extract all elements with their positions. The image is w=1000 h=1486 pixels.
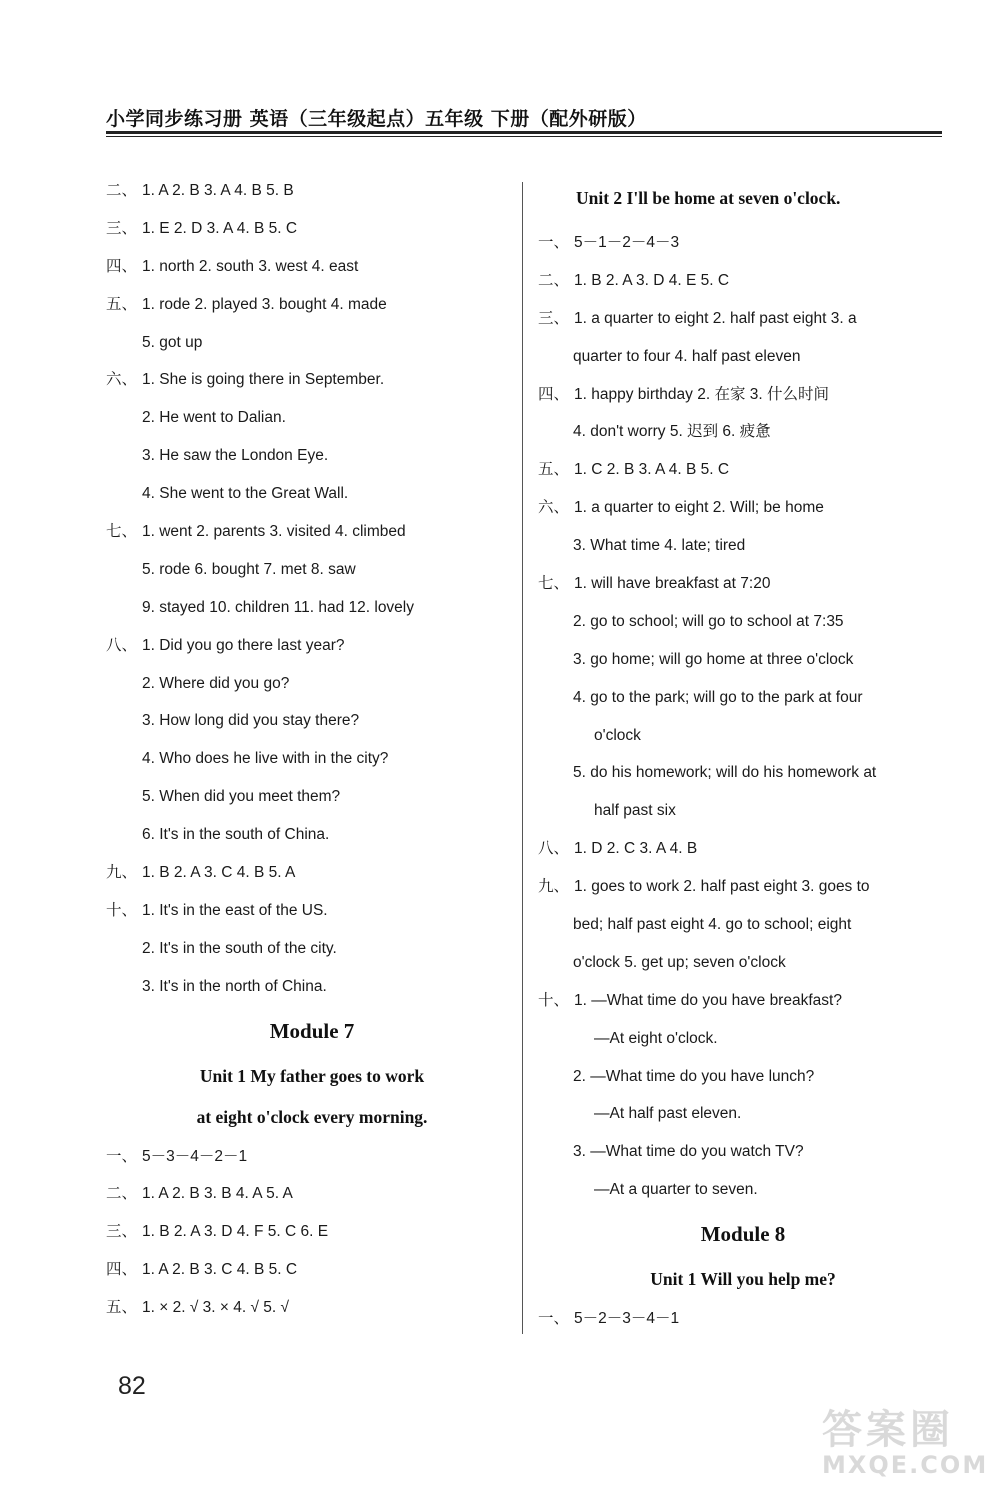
answer-text: 4. She went to the Great Wall. bbox=[142, 485, 349, 503]
answer-line bbox=[538, 565, 948, 603]
section-number: 七、 bbox=[106, 523, 138, 541]
section-number: 八、 bbox=[106, 636, 138, 654]
answer-text: 1. went 2. parents 3. visited 4. climbed bbox=[142, 523, 406, 541]
answer-text: 2. He went to Dalian. bbox=[142, 409, 286, 427]
answer-text: —At a quarter to seven. bbox=[594, 1181, 758, 1199]
answer-line bbox=[106, 551, 518, 589]
section-number: 一、 bbox=[538, 1310, 570, 1328]
answer-line bbox=[106, 1289, 518, 1327]
section-number: 九、 bbox=[106, 864, 138, 882]
answer-line bbox=[538, 489, 948, 527]
answer-text: 4. go to the park; will go to the park at four bbox=[573, 688, 863, 706]
answer-line bbox=[106, 399, 518, 437]
answer-text: o'clock 5. get up; seven o'clock bbox=[573, 953, 786, 971]
answer-line bbox=[538, 603, 948, 641]
left-answer-list bbox=[106, 172, 518, 1006]
answer-text: 1. B 2. A 3. C 4. B 5. A bbox=[142, 864, 296, 882]
answer-line bbox=[106, 778, 518, 816]
answer-text: 5. do his homework; will do his homework at bbox=[573, 764, 877, 782]
header-rule-thin bbox=[106, 136, 942, 137]
answer-text: 2. Where did you go? bbox=[142, 674, 290, 692]
section-number: 七、 bbox=[538, 575, 570, 593]
answer-line bbox=[538, 679, 948, 717]
answer-line bbox=[106, 627, 518, 665]
answer-line bbox=[538, 1020, 948, 1058]
page-header: 小学同步练习册 英语（三年级起点）五年级 下册（配外研版） bbox=[106, 108, 647, 130]
answer-text: 2. —What time do you have lunch? bbox=[573, 1067, 815, 1085]
answer-text: 3. It's in the north of China. bbox=[142, 977, 327, 995]
answer-line bbox=[538, 376, 948, 414]
answer-text: 6. It's in the south of China. bbox=[142, 826, 330, 844]
section-number: 一、 bbox=[106, 1147, 138, 1165]
header-rule-thick bbox=[106, 131, 942, 134]
answer-text: o'clock bbox=[594, 726, 641, 744]
answer-line bbox=[538, 262, 948, 300]
answer-text: 1. × 2. √ 3. × 4. √ 5. √ bbox=[142, 1299, 290, 1317]
answer-text: 3. —What time do you watch TV? bbox=[573, 1143, 804, 1161]
module-7-unit-2-title: Unit 2 I'll be home at seven o'clock. bbox=[576, 188, 841, 208]
module-8-unit-1-title: Unit 1 Will you help me? bbox=[650, 1269, 836, 1290]
answer-text: 1. rode 2. played 3. bought 4. made bbox=[142, 295, 387, 313]
answer-text: 3. What time 4. late; tired bbox=[573, 537, 746, 555]
answer-line bbox=[106, 437, 518, 475]
answer-line bbox=[106, 361, 518, 399]
answer-text: 1. She is going there in September. bbox=[142, 371, 385, 389]
answer-text: 3. How long did you stay there? bbox=[142, 712, 360, 730]
answer-text: half past six bbox=[594, 802, 676, 820]
answer-line bbox=[538, 1300, 948, 1338]
column-divider bbox=[522, 182, 523, 1334]
section-number: 八、 bbox=[538, 840, 570, 858]
answer-line bbox=[538, 641, 948, 679]
watermark-bottom: MXQE.COM bbox=[822, 1451, 989, 1479]
section-number: 三、 bbox=[538, 309, 570, 327]
section-number: 五、 bbox=[538, 461, 570, 479]
section-number: 三、 bbox=[106, 1223, 138, 1241]
answer-line bbox=[106, 665, 518, 703]
answer-line bbox=[106, 816, 518, 854]
answer-text: 5. rode 6. bought 7. met 8. saw bbox=[142, 560, 356, 578]
module-7-title: Module 7 bbox=[269, 1018, 355, 1043]
answer-line bbox=[538, 754, 948, 792]
answer-text: 5. When did you meet them? bbox=[142, 788, 341, 806]
answer-text: 1. B 2. A 3. D 4. E 5. C bbox=[574, 271, 730, 289]
answer-text: 1. a quarter to eight 2. Will; be home bbox=[574, 499, 824, 517]
watermark-top: 答案圈 bbox=[822, 1407, 954, 1453]
section-number: 二、 bbox=[538, 271, 570, 289]
answer-line bbox=[106, 892, 518, 930]
answer-line bbox=[538, 1171, 948, 1209]
answer-line bbox=[106, 854, 518, 892]
answer-text: 1. B 2. A 3. D 4. F 5. C 6. E bbox=[142, 1223, 329, 1241]
answer-line bbox=[538, 1058, 948, 1096]
answer-text: 2. go to school; will go to school at 7:35 bbox=[573, 612, 844, 630]
answer-line bbox=[538, 451, 948, 489]
section-number: 六、 bbox=[106, 371, 138, 389]
answer-line bbox=[106, 930, 518, 968]
answer-text: 2. It's in the south of the city. bbox=[142, 939, 337, 957]
answer-text: 9. stayed 10. children 11. had 12. lovely bbox=[142, 598, 414, 616]
page-number: 82 bbox=[118, 1372, 146, 1400]
answer-text: 4. Who does he live with in the city? bbox=[142, 750, 389, 768]
answer-text: 1. C 2. B 3. A 4. B 5. C bbox=[574, 461, 730, 479]
answer-text: 1. happy birthday 2. 在家 3. 什么时间 bbox=[574, 385, 829, 403]
answer-line bbox=[106, 1138, 518, 1176]
module-7-unit-1-title-line2: at eight o'clock every morning. bbox=[196, 1106, 428, 1127]
answer-line bbox=[538, 338, 948, 376]
answer-line bbox=[538, 224, 948, 262]
section-number: 四、 bbox=[106, 257, 138, 275]
answer-line bbox=[106, 740, 518, 778]
answer-text: 5. got up bbox=[142, 333, 203, 351]
answer-text: 3. go home; will go home at three o'clock bbox=[573, 650, 854, 668]
module-8-title: Module 8 bbox=[700, 1222, 786, 1247]
section-number: 四、 bbox=[106, 1261, 138, 1279]
answer-line bbox=[106, 513, 518, 551]
answer-text: 1. A 2. B 3. B 4. A 5. A bbox=[142, 1185, 293, 1203]
answer-text: 1. It's in the east of the US. bbox=[142, 901, 328, 919]
answer-text: 1. a quarter to eight 2. half past eight 3. a bbox=[574, 309, 857, 327]
answer-line bbox=[106, 702, 518, 740]
answer-line bbox=[538, 868, 948, 906]
answer-line bbox=[538, 944, 948, 982]
answer-line bbox=[106, 1251, 518, 1289]
answer-text: bed; half past eight 4. go to school; eight bbox=[573, 916, 852, 934]
section-number: 十、 bbox=[538, 991, 570, 1009]
answer-text: 1. D 2. C 3. A 4. B bbox=[574, 840, 698, 858]
answer-line bbox=[538, 1133, 948, 1171]
answer-line bbox=[106, 968, 518, 1006]
answer-text: 5－1－2－4－3 bbox=[574, 234, 680, 251]
answer-line bbox=[106, 1175, 518, 1213]
section-number: 一、 bbox=[538, 234, 570, 251]
answer-line bbox=[538, 1095, 948, 1133]
answer-text: 1. Did you go there last year? bbox=[142, 636, 345, 654]
answer-line bbox=[538, 982, 948, 1020]
answer-line bbox=[106, 589, 518, 627]
answer-text: 5－3－4－2－1 bbox=[142, 1147, 248, 1165]
answer-text: 1. goes to work 2. half past eight 3. goes to bbox=[574, 878, 870, 896]
answer-line bbox=[538, 300, 948, 338]
section-number: 五、 bbox=[106, 1299, 138, 1317]
answer-text: 3. He saw the London Eye. bbox=[142, 447, 329, 465]
section-number: 九、 bbox=[538, 878, 570, 896]
answer-text: 5－2－3－4－1 bbox=[574, 1310, 680, 1328]
section-number: 十、 bbox=[106, 901, 138, 919]
answer-text: 1. A 2. B 3. A 4. B 5. B bbox=[142, 182, 294, 199]
answer-line bbox=[106, 210, 518, 248]
answer-line bbox=[538, 527, 948, 565]
left-answer-list-2 bbox=[106, 1138, 518, 1327]
section-number: 五、 bbox=[106, 295, 138, 313]
watermark-logo bbox=[822, 1407, 989, 1479]
answer-text: 4. don't worry 5. 迟到 6. 疲惫 bbox=[573, 423, 771, 441]
answer-line bbox=[538, 830, 948, 868]
right-answer-list bbox=[538, 224, 948, 1209]
answer-line bbox=[538, 717, 948, 755]
answer-text: —At eight o'clock. bbox=[594, 1029, 718, 1047]
answer-line bbox=[538, 413, 948, 451]
answer-text: 1. —What time do you have breakfast? bbox=[574, 991, 842, 1009]
left-column bbox=[106, 172, 518, 1327]
answer-line bbox=[106, 286, 518, 324]
section-number: 六、 bbox=[538, 499, 570, 517]
right-answer-list-2 bbox=[538, 1300, 948, 1338]
answer-text: 1. north 2. south 3. west 4. east bbox=[142, 257, 359, 275]
answer-text: —At half past eleven. bbox=[594, 1105, 742, 1123]
answer-line bbox=[106, 1213, 518, 1251]
section-number: 二、 bbox=[106, 1185, 138, 1203]
section-number: 三、 bbox=[106, 219, 138, 237]
answer-line bbox=[106, 172, 518, 210]
answer-line bbox=[538, 792, 948, 830]
answer-text: 1. E 2. D 3. A 4. B 5. C bbox=[142, 219, 298, 237]
module-7-unit-1-title-line1: Unit 1 My father goes to work bbox=[199, 1065, 425, 1086]
answer-text: 1. A 2. B 3. C 4. B 5. C bbox=[142, 1261, 298, 1279]
answer-line bbox=[538, 906, 948, 944]
right-column bbox=[538, 172, 948, 1338]
section-number: 四、 bbox=[538, 385, 570, 403]
answer-line bbox=[106, 475, 518, 513]
answer-line bbox=[106, 248, 518, 286]
answer-text: quarter to four 4. half past eleven bbox=[573, 347, 801, 365]
section-number: 二、 bbox=[106, 182, 138, 199]
answer-line bbox=[106, 324, 518, 362]
answer-text: 1. will have breakfast at 7:20 bbox=[574, 575, 771, 593]
